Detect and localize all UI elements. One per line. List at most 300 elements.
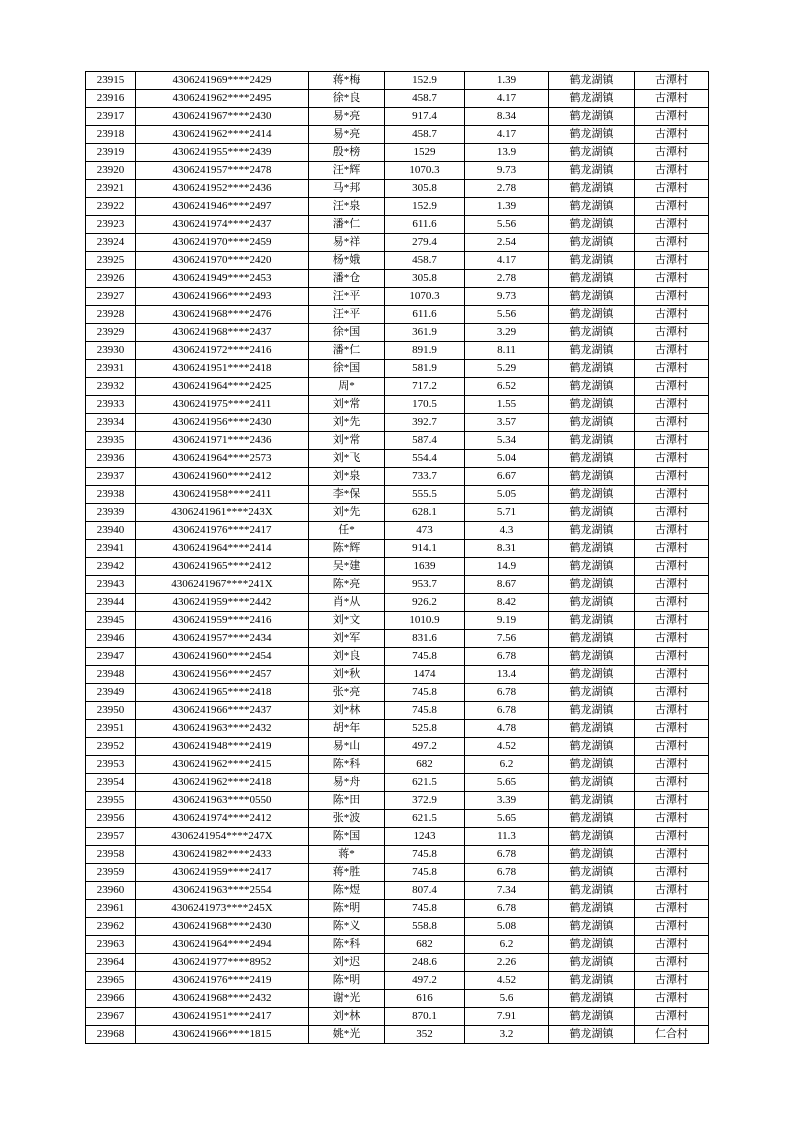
cell-name: 肖*从 (309, 594, 385, 612)
table-row (86, 936, 709, 954)
cell-village: 古潭村 (635, 360, 709, 378)
table-row (86, 468, 709, 486)
table-row (86, 828, 709, 846)
table-row (86, 576, 709, 594)
cell-town: 鹤龙湖镇 (549, 954, 635, 972)
cell-town: 鹤龙湖镇 (549, 360, 635, 378)
cell-name: 蒋* (309, 846, 385, 864)
cell-id_masked: 4306241967****2430 (136, 108, 309, 126)
cell-village: 古潭村 (635, 234, 709, 252)
cell-town: 鹤龙湖镇 (549, 378, 635, 396)
cell-id_masked: 4306241961****243X (136, 504, 309, 522)
cell-index: 23944 (86, 594, 136, 612)
cell-name: 陈*辉 (309, 540, 385, 558)
cell-index: 23948 (86, 666, 136, 684)
cell-amount: 170.5 (385, 396, 465, 414)
table-row (86, 954, 709, 972)
cell-id_masked: 4306241966****2493 (136, 288, 309, 306)
cell-id_masked: 4306241977****8952 (136, 954, 309, 972)
cell-name: 胡*年 (309, 720, 385, 738)
cell-rate: 8.11 (465, 342, 549, 360)
cell-id_masked: 4306241951****2418 (136, 360, 309, 378)
cell-index: 23935 (86, 432, 136, 450)
cell-id_masked: 4306241970****2459 (136, 234, 309, 252)
cell-village: 古潭村 (635, 756, 709, 774)
cell-town: 鹤龙湖镇 (549, 414, 635, 432)
cell-rate: 2.54 (465, 234, 549, 252)
cell-town: 鹤龙湖镇 (549, 594, 635, 612)
cell-amount: 558.8 (385, 918, 465, 936)
cell-name: 汪*辉 (309, 162, 385, 180)
cell-name: 陈*科 (309, 936, 385, 954)
cell-rate: 5.29 (465, 360, 549, 378)
cell-village: 古潭村 (635, 486, 709, 504)
cell-id_masked: 4306241972****2416 (136, 342, 309, 360)
cell-amount: 628.1 (385, 504, 465, 522)
cell-index: 23967 (86, 1008, 136, 1026)
cell-village: 古潭村 (635, 324, 709, 342)
cell-village: 古潭村 (635, 288, 709, 306)
cell-village: 古潭村 (635, 972, 709, 990)
cell-town: 鹤龙湖镇 (549, 342, 635, 360)
cell-rate: 6.78 (465, 900, 549, 918)
table-row (86, 306, 709, 324)
cell-id_masked: 4306241964****2494 (136, 936, 309, 954)
cell-id_masked: 4306241969****2429 (136, 72, 309, 90)
cell-village: 古潭村 (635, 864, 709, 882)
table-row (86, 270, 709, 288)
cell-index: 23936 (86, 450, 136, 468)
cell-index: 23919 (86, 144, 136, 162)
table-row (86, 126, 709, 144)
cell-name: 陈*科 (309, 756, 385, 774)
cell-name: 刘*泉 (309, 468, 385, 486)
cell-amount: 926.2 (385, 594, 465, 612)
table-row (86, 342, 709, 360)
cell-name: 吴*建 (309, 558, 385, 576)
cell-amount: 392.7 (385, 414, 465, 432)
cell-village: 古潭村 (635, 630, 709, 648)
cell-rate: 2.78 (465, 180, 549, 198)
cell-id_masked: 4306241973****245X (136, 900, 309, 918)
cell-id_masked: 4306241949****2453 (136, 270, 309, 288)
table-row (86, 396, 709, 414)
cell-amount: 611.6 (385, 306, 465, 324)
cell-town: 鹤龙湖镇 (549, 252, 635, 270)
cell-town: 鹤龙湖镇 (549, 432, 635, 450)
table-row (86, 288, 709, 306)
cell-village: 古潭村 (635, 684, 709, 702)
cell-village: 古潭村 (635, 792, 709, 810)
cell-index: 23932 (86, 378, 136, 396)
cell-id_masked: 4306241963****2432 (136, 720, 309, 738)
cell-village: 古潭村 (635, 1008, 709, 1026)
cell-name: 汪*平 (309, 288, 385, 306)
cell-rate: 9.73 (465, 288, 549, 306)
cell-index: 23927 (86, 288, 136, 306)
cell-index: 23929 (86, 324, 136, 342)
cell-name: 易*山 (309, 738, 385, 756)
cell-rate: 9.73 (465, 162, 549, 180)
cell-id_masked: 4306241964****2414 (136, 540, 309, 558)
cell-index: 23922 (86, 198, 136, 216)
cell-amount: 616 (385, 990, 465, 1008)
cell-village: 古潭村 (635, 198, 709, 216)
cell-amount: 745.8 (385, 864, 465, 882)
table-row (86, 360, 709, 378)
cell-index: 23934 (86, 414, 136, 432)
cell-rate: 4.17 (465, 252, 549, 270)
cell-rate: 13.9 (465, 144, 549, 162)
cell-amount: 807.4 (385, 882, 465, 900)
table-row (86, 432, 709, 450)
cell-name: 刘*良 (309, 648, 385, 666)
table-row (86, 738, 709, 756)
cell-town: 鹤龙湖镇 (549, 504, 635, 522)
cell-village: 古潭村 (635, 738, 709, 756)
cell-id_masked: 4306241974****2437 (136, 216, 309, 234)
cell-rate: 5.65 (465, 810, 549, 828)
cell-amount: 870.1 (385, 1008, 465, 1026)
table-row (86, 684, 709, 702)
table-row (86, 558, 709, 576)
cell-rate: 7.91 (465, 1008, 549, 1026)
cell-id_masked: 4306241970****2420 (136, 252, 309, 270)
cell-name: 陈*田 (309, 792, 385, 810)
cell-town: 鹤龙湖镇 (549, 990, 635, 1008)
cell-rate: 5.71 (465, 504, 549, 522)
table-row (86, 378, 709, 396)
cell-rate: 1.39 (465, 198, 549, 216)
cell-amount: 279.4 (385, 234, 465, 252)
cell-amount: 361.9 (385, 324, 465, 342)
cell-amount: 1639 (385, 558, 465, 576)
cell-town: 鹤龙湖镇 (549, 720, 635, 738)
cell-amount: 1070.3 (385, 162, 465, 180)
cell-amount: 1070.3 (385, 288, 465, 306)
table-row (86, 522, 709, 540)
cell-index: 23952 (86, 738, 136, 756)
cell-index: 23925 (86, 252, 136, 270)
cell-id_masked: 4306241955****2439 (136, 144, 309, 162)
cell-amount: 1529 (385, 144, 465, 162)
cell-index: 23959 (86, 864, 136, 882)
cell-amount: 733.7 (385, 468, 465, 486)
cell-town: 鹤龙湖镇 (549, 540, 635, 558)
cell-town: 鹤龙湖镇 (549, 738, 635, 756)
cell-amount: 1474 (385, 666, 465, 684)
cell-index: 23966 (86, 990, 136, 1008)
table-row (86, 450, 709, 468)
cell-rate: 5.04 (465, 450, 549, 468)
cell-village: 古潭村 (635, 162, 709, 180)
cell-index: 23926 (86, 270, 136, 288)
cell-town: 鹤龙湖镇 (549, 648, 635, 666)
cell-name: 易*祥 (309, 234, 385, 252)
cell-town: 鹤龙湖镇 (549, 630, 635, 648)
cell-id_masked: 4306241975****2411 (136, 396, 309, 414)
cell-town: 鹤龙湖镇 (549, 72, 635, 90)
cell-amount: 554.4 (385, 450, 465, 468)
cell-index: 23957 (86, 828, 136, 846)
cell-id_masked: 4306241958****2411 (136, 486, 309, 504)
cell-index: 23965 (86, 972, 136, 990)
cell-amount: 152.9 (385, 72, 465, 90)
cell-rate: 1.39 (465, 72, 549, 90)
cell-index: 23946 (86, 630, 136, 648)
cell-village: 古潭村 (635, 900, 709, 918)
cell-rate: 6.2 (465, 936, 549, 954)
cell-amount: 458.7 (385, 252, 465, 270)
cell-town: 鹤龙湖镇 (549, 144, 635, 162)
table-row (86, 846, 709, 864)
cell-index: 23953 (86, 756, 136, 774)
cell-id_masked: 4306241974****2412 (136, 810, 309, 828)
cell-town: 鹤龙湖镇 (549, 108, 635, 126)
cell-village: 古潭村 (635, 576, 709, 594)
cell-amount: 473 (385, 522, 465, 540)
cell-rate: 5.6 (465, 990, 549, 1008)
cell-id_masked: 4306241959****2417 (136, 864, 309, 882)
cell-amount: 717.2 (385, 378, 465, 396)
cell-name: 任* (309, 522, 385, 540)
cell-name: 易*亮 (309, 126, 385, 144)
cell-village: 古潭村 (635, 558, 709, 576)
cell-name: 蒋*胜 (309, 864, 385, 882)
table-row (86, 540, 709, 558)
cell-index: 23924 (86, 234, 136, 252)
cell-rate: 6.78 (465, 864, 549, 882)
cell-id_masked: 4306241956****2430 (136, 414, 309, 432)
cell-rate: 6.67 (465, 468, 549, 486)
cell-amount: 1010.9 (385, 612, 465, 630)
cell-id_masked: 4306241962****2414 (136, 126, 309, 144)
table-row (86, 1008, 709, 1026)
cell-village: 古潭村 (635, 954, 709, 972)
records-table-body (86, 72, 709, 1044)
cell-index: 23968 (86, 1026, 136, 1044)
cell-village: 古潭村 (635, 252, 709, 270)
cell-id_masked: 4306241966****1815 (136, 1026, 309, 1044)
cell-id_masked: 4306241948****2419 (136, 738, 309, 756)
cell-name: 徐*良 (309, 90, 385, 108)
cell-village: 古潭村 (635, 702, 709, 720)
table-row (86, 774, 709, 792)
cell-name: 汪*泉 (309, 198, 385, 216)
cell-village: 古潭村 (635, 342, 709, 360)
cell-amount: 248.6 (385, 954, 465, 972)
cell-id_masked: 4306241959****2416 (136, 612, 309, 630)
cell-town: 鹤龙湖镇 (549, 666, 635, 684)
cell-index: 23916 (86, 90, 136, 108)
cell-name: 陈*明 (309, 972, 385, 990)
cell-name: 谢*光 (309, 990, 385, 1008)
cell-index: 23917 (86, 108, 136, 126)
cell-amount: 152.9 (385, 198, 465, 216)
cell-village: 古潭村 (635, 378, 709, 396)
cell-index: 23920 (86, 162, 136, 180)
cell-rate: 5.34 (465, 432, 549, 450)
cell-rate: 5.08 (465, 918, 549, 936)
cell-rate: 13.4 (465, 666, 549, 684)
cell-index: 23947 (86, 648, 136, 666)
cell-rate: 9.19 (465, 612, 549, 630)
cell-village: 古潭村 (635, 108, 709, 126)
cell-town: 鹤龙湖镇 (549, 756, 635, 774)
table-row (86, 72, 709, 90)
cell-id_masked: 4306241956****2457 (136, 666, 309, 684)
cell-rate: 7.34 (465, 882, 549, 900)
cell-village: 古潭村 (635, 594, 709, 612)
cell-index: 23963 (86, 936, 136, 954)
cell-village: 古潭村 (635, 666, 709, 684)
cell-amount: 611.6 (385, 216, 465, 234)
cell-name: 汪*平 (309, 306, 385, 324)
cell-name: 刘*常 (309, 396, 385, 414)
table-row (86, 504, 709, 522)
cell-town: 鹤龙湖镇 (549, 576, 635, 594)
cell-amount: 745.8 (385, 702, 465, 720)
cell-town: 鹤龙湖镇 (549, 792, 635, 810)
table-row (86, 234, 709, 252)
cell-name: 马*邦 (309, 180, 385, 198)
cell-id_masked: 4306241962****2418 (136, 774, 309, 792)
table-row (86, 990, 709, 1008)
cell-index: 23956 (86, 810, 136, 828)
cell-town: 鹤龙湖镇 (549, 288, 635, 306)
cell-rate: 4.78 (465, 720, 549, 738)
cell-rate: 4.17 (465, 126, 549, 144)
cell-amount: 621.5 (385, 774, 465, 792)
cell-rate: 7.56 (465, 630, 549, 648)
cell-town: 鹤龙湖镇 (549, 936, 635, 954)
cell-village: 古潭村 (635, 144, 709, 162)
cell-amount: 458.7 (385, 90, 465, 108)
cell-rate: 6.78 (465, 846, 549, 864)
cell-id_masked: 4306241967****241X (136, 576, 309, 594)
cell-rate: 3.39 (465, 792, 549, 810)
cell-village: 古潭村 (635, 72, 709, 90)
cell-index: 23960 (86, 882, 136, 900)
cell-amount: 497.2 (385, 972, 465, 990)
cell-village: 古潭村 (635, 180, 709, 198)
table-row (86, 918, 709, 936)
cell-amount: 1243 (385, 828, 465, 846)
table-row (86, 810, 709, 828)
cell-id_masked: 4306241965****2412 (136, 558, 309, 576)
cell-index: 23915 (86, 72, 136, 90)
cell-id_masked: 4306241968****2476 (136, 306, 309, 324)
cell-name: 刘*迟 (309, 954, 385, 972)
cell-name: 易*亮 (309, 108, 385, 126)
table-row (86, 414, 709, 432)
cell-rate: 4.52 (465, 738, 549, 756)
cell-index: 23949 (86, 684, 136, 702)
cell-amount: 587.4 (385, 432, 465, 450)
cell-index: 23951 (86, 720, 136, 738)
cell-index: 23962 (86, 918, 136, 936)
cell-name: 刘*军 (309, 630, 385, 648)
cell-rate: 1.55 (465, 396, 549, 414)
cell-id_masked: 4306241957****2434 (136, 630, 309, 648)
cell-amount: 891.9 (385, 342, 465, 360)
cell-town: 鹤龙湖镇 (549, 324, 635, 342)
table-row (86, 1026, 709, 1044)
cell-name: 姚*光 (309, 1026, 385, 1044)
cell-town: 鹤龙湖镇 (549, 684, 635, 702)
cell-amount: 745.8 (385, 846, 465, 864)
cell-town: 鹤龙湖镇 (549, 270, 635, 288)
cell-name: 潘*仁 (309, 216, 385, 234)
table-row (86, 792, 709, 810)
cell-amount: 953.7 (385, 576, 465, 594)
cell-index: 23923 (86, 216, 136, 234)
cell-amount: 497.2 (385, 738, 465, 756)
cell-village: 古潭村 (635, 540, 709, 558)
cell-amount: 745.8 (385, 900, 465, 918)
cell-rate: 6.52 (465, 378, 549, 396)
cell-index: 23938 (86, 486, 136, 504)
cell-id_masked: 4306241968****2437 (136, 324, 309, 342)
cell-village: 古潭村 (635, 846, 709, 864)
cell-rate: 6.78 (465, 648, 549, 666)
cell-name: 刘*常 (309, 432, 385, 450)
cell-index: 23921 (86, 180, 136, 198)
cell-index: 23943 (86, 576, 136, 594)
cell-index: 23931 (86, 360, 136, 378)
cell-rate: 6.2 (465, 756, 549, 774)
cell-index: 23950 (86, 702, 136, 720)
cell-id_masked: 4306241960****2412 (136, 468, 309, 486)
cell-index: 23918 (86, 126, 136, 144)
cell-rate: 5.56 (465, 216, 549, 234)
cell-town: 鹤龙湖镇 (549, 486, 635, 504)
cell-rate: 4.17 (465, 90, 549, 108)
cell-village: 古潭村 (635, 468, 709, 486)
cell-name: 陈*煜 (309, 882, 385, 900)
table-row (86, 144, 709, 162)
cell-name: 刘*先 (309, 504, 385, 522)
cell-amount: 581.9 (385, 360, 465, 378)
cell-amount: 682 (385, 936, 465, 954)
table-row (86, 108, 709, 126)
cell-index: 23954 (86, 774, 136, 792)
cell-index: 23928 (86, 306, 136, 324)
cell-town: 鹤龙湖镇 (549, 828, 635, 846)
cell-id_masked: 4306241946****2497 (136, 198, 309, 216)
cell-town: 鹤龙湖镇 (549, 900, 635, 918)
cell-id_masked: 4306241966****2437 (136, 702, 309, 720)
cell-town: 鹤龙湖镇 (549, 234, 635, 252)
cell-amount: 745.8 (385, 648, 465, 666)
cell-rate: 4.3 (465, 522, 549, 540)
cell-id_masked: 4306241951****2417 (136, 1008, 309, 1026)
cell-village: 古潭村 (635, 918, 709, 936)
cell-town: 鹤龙湖镇 (549, 558, 635, 576)
cell-town: 鹤龙湖镇 (549, 702, 635, 720)
cell-amount: 372.9 (385, 792, 465, 810)
cell-rate: 3.29 (465, 324, 549, 342)
cell-name: 潘*仓 (309, 270, 385, 288)
cell-village: 古潭村 (635, 396, 709, 414)
cell-rate: 3.57 (465, 414, 549, 432)
cell-id_masked: 4306241960****2454 (136, 648, 309, 666)
cell-name: 周* (309, 378, 385, 396)
cell-rate: 5.56 (465, 306, 549, 324)
cell-town: 鹤龙湖镇 (549, 882, 635, 900)
cell-id_masked: 4306241957****2478 (136, 162, 309, 180)
table-row (86, 162, 709, 180)
